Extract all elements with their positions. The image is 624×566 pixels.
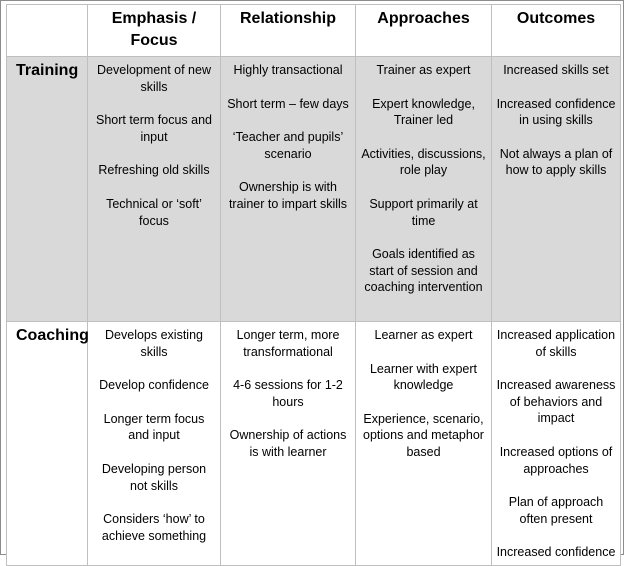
training-relationship-cell: [221, 57, 356, 322]
cell-item: Increased confidence in using skills: [496, 96, 616, 128]
cell-item: 4-6 sessions for 1-2 hours: [233, 378, 343, 409]
cell-item: Ownership of actions is with learner: [229, 428, 347, 459]
cell-item: Learner as expert: [374, 328, 473, 342]
coaching-emphasis-cell: [88, 322, 221, 566]
coaching-relationship-cell: [221, 322, 356, 566]
cell-item: Development of new skills: [97, 63, 211, 94]
cell-item: Increased awareness of behaviors and impact: [496, 378, 616, 426]
cell-item: Support primarily at time: [369, 196, 478, 228]
header-outcomes: Outcomes: [492, 5, 621, 57]
header-approaches: Approaches: [356, 5, 492, 57]
cell-item: Longer term focus and input: [103, 411, 205, 443]
training-vs-coaching-table: [6, 4, 621, 566]
cell-item: Developing person not skills: [101, 461, 207, 493]
cell-item: Increased skills set: [503, 63, 609, 77]
coaching-row: [7, 322, 621, 566]
cell-item: Refreshing old skills: [98, 163, 210, 178]
cell-item: Short term focus and input: [95, 113, 213, 144]
header-corner: [7, 5, 88, 57]
cell-item: Learner with expert knowledge: [369, 361, 477, 393]
row-label-training: Training: [7, 57, 88, 322]
header-emphasis-focus: Emphasis / Focus: [88, 5, 221, 57]
training-row: [7, 57, 621, 322]
training-emphasis-cell: [88, 57, 221, 322]
coaching-approaches-cell: [356, 322, 492, 566]
cell-item: Expert knowledge, Trainer led: [372, 96, 475, 128]
cell-item: Develops existing skills: [105, 328, 203, 359]
cell-item: Considers ‘how’ to achieve something: [101, 512, 207, 543]
cell-item: Increased confidence: [496, 545, 616, 560]
cell-item: Not always a plan of how to apply skills: [499, 146, 613, 178]
cell-item: Plan of approach often present: [508, 495, 604, 526]
training-outcomes-cell: [492, 57, 621, 322]
cell-item: Ownership is with trainer to impart skills: [228, 180, 348, 211]
cell-item: Highly transactional: [233, 63, 343, 77]
row-label-coaching: Coaching: [7, 322, 88, 566]
cell-item: Goals identified as start of session and coaching intervention: [364, 247, 483, 295]
cell-item: Short term – few days: [227, 96, 349, 111]
cell-item: Increased options of approaches: [499, 444, 613, 476]
cell-item: ‘Teacher and pupils’ scenario: [232, 130, 344, 161]
coaching-outcomes-cell: [492, 322, 621, 566]
cell-item: Technical or ‘soft’ focus: [106, 196, 202, 228]
cell-item: Experience, scenario, options and metaphor based: [363, 411, 484, 459]
cell-item: Trainer as expert: [376, 63, 471, 77]
cell-item: Increased application of skills: [496, 328, 616, 359]
cell-item: Activities, discussions, role play: [361, 146, 486, 178]
header-row: [7, 5, 621, 57]
header-relationship: Relationship: [221, 5, 356, 57]
cell-item: Longer term, more transformational: [236, 328, 340, 359]
cell-item: Develop confidence: [99, 378, 209, 393]
training-approaches-cell: [356, 57, 492, 322]
